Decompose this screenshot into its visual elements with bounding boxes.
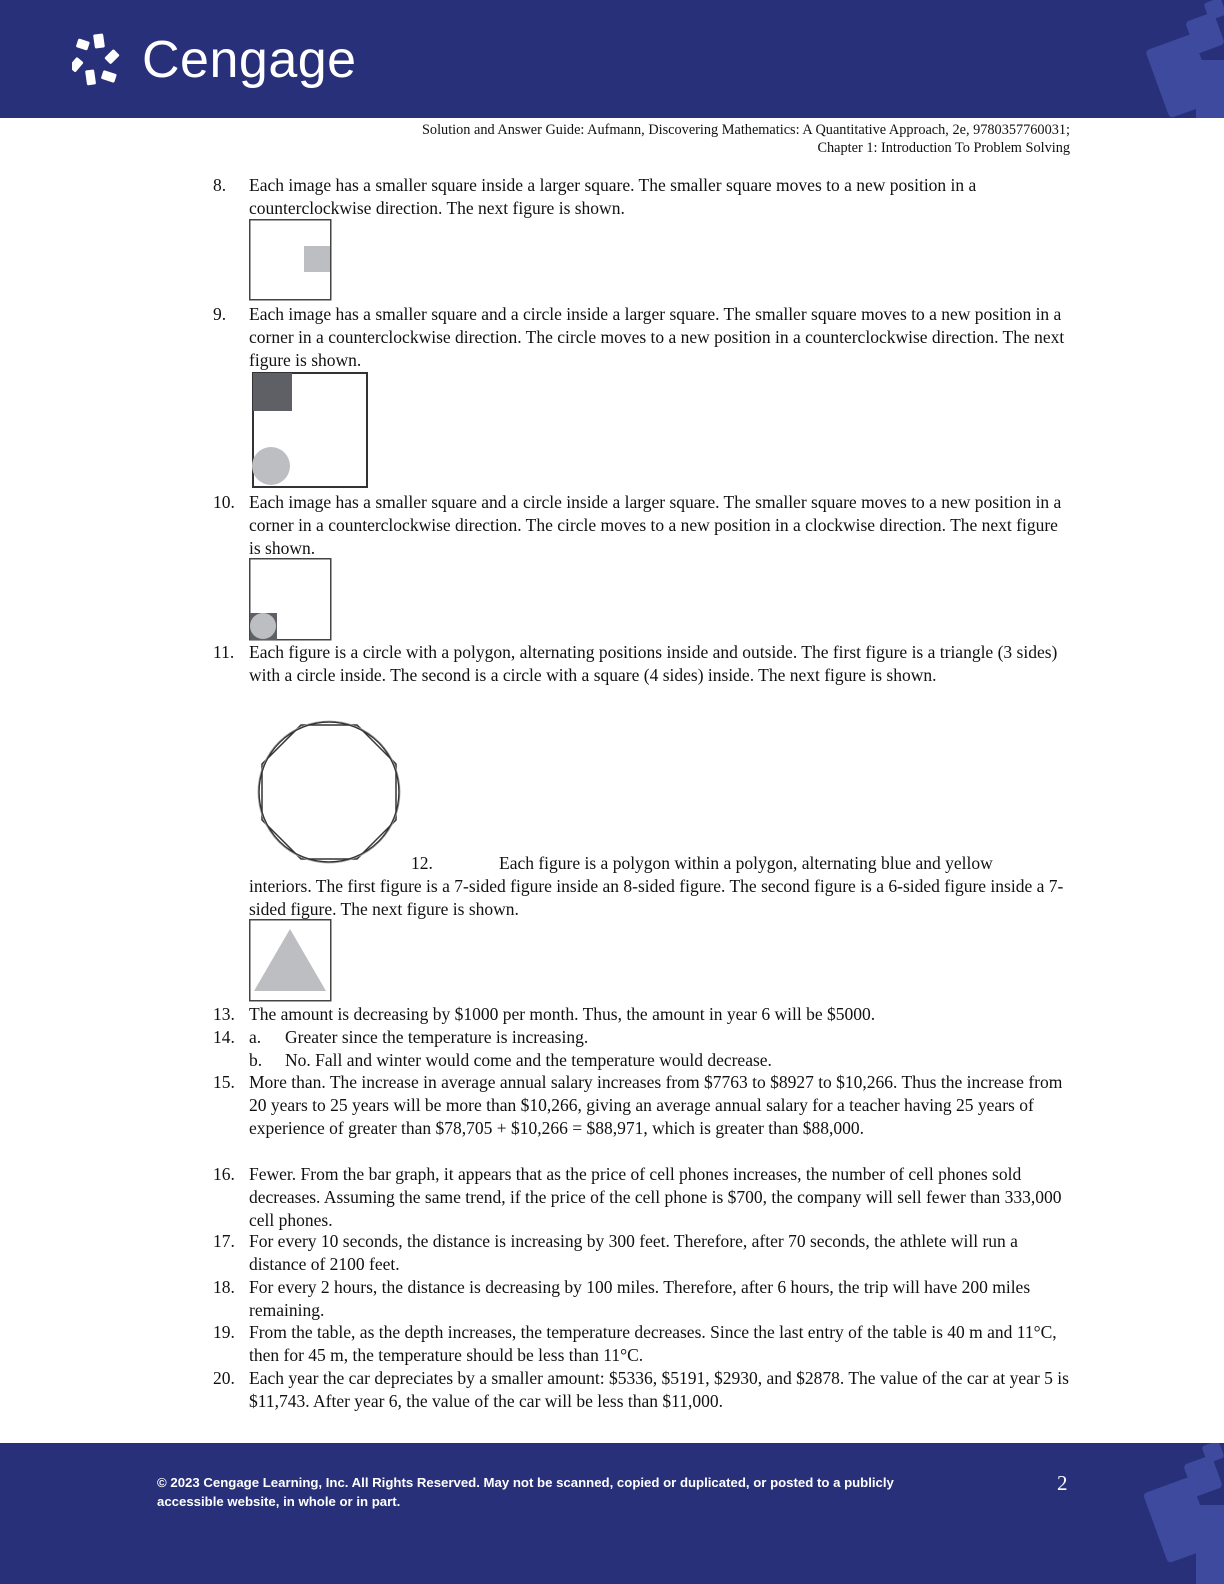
- figure-8-square-icon: [249, 219, 332, 301]
- answer-number: 20.: [213, 1368, 235, 1388]
- answer-item-19: [213, 1321, 1073, 1367]
- answer-number: 14.: [213, 1027, 235, 1047]
- sub-answer-b: No. Fall and winter would come and the temperature would decrease.: [285, 1050, 772, 1070]
- page-number: 2: [1057, 1471, 1068, 1495]
- cengage-logo: [72, 30, 357, 90]
- answer-text: Each year the car depreciates by a smaller amount: $5336, $5191, $2930, and $2878. The value of the car at year 5 is $11,743. After year 6, the value of the car will be less than $11,000.: [249, 1368, 1069, 1411]
- answer-number: 17.: [213, 1231, 235, 1251]
- running-head-chapter: Chapter 1: Introduction To Problem Solving: [817, 140, 1070, 156]
- header-band: [0, 0, 1224, 118]
- figure-10-square-circle-icon: [249, 558, 332, 641]
- footer-band: [0, 1443, 1224, 1584]
- answer-text: Each image has a smaller square and a circle inside a larger square. The smaller square moves to a new position in a corner in a counterclockwise direction. The circle moves to a new position in a clockwise direction. The next figure is shown.: [249, 492, 1062, 558]
- brand-name: Cengage: [142, 31, 357, 89]
- answer-text: More than. The increase in average annual salary increases from $7763 to $8927 to $10,266. Thus the increase from 20 years to 25 years will be more than $10,266, giving an average annual salary for a teacher having 25 years of experience of greater than $78,705 + $10,266 = $88,971, which is greater than $88,000.: [249, 1072, 1063, 1138]
- answer-item-16: [213, 1163, 1073, 1232]
- answer-text: Each figure is a circle with a polygon, alternating positions inside and outside. The first figure is a triangle (3 sides) with a circle inside. The second is a circle with a square (4 sides) inside. The next figure is shown.: [249, 642, 1058, 685]
- answer-text: From the table, as the depth increases, the temperature decreases. Since the last entry of the table is 40 m and 11°C, then for 45 m, the temperature should be less than 11°C.: [249, 1322, 1057, 1365]
- answer-number: 12.: [411, 853, 433, 873]
- answer-number: 18.: [213, 1277, 235, 1297]
- answer-text: For every 2 hours, the distance is decreasing by 100 miles. Therefore, after 6 hours, the trip will have 200 miles remaining.: [249, 1277, 1031, 1320]
- sub-label-b: b.: [249, 1050, 263, 1070]
- answer-number: 16.: [213, 1164, 235, 1184]
- running-head: [422, 121, 1070, 157]
- answer-text: Fewer. From the bar graph, it appears that as the price of cell phones increases, the number of cell phones sold decreases. Assuming the same trend, if the price of the cell phone is $700, the company will sell fewer than 333,000 cell phones.: [249, 1164, 1062, 1230]
- answer-item-18: [213, 1276, 1073, 1322]
- answer-number: 11.: [213, 642, 235, 662]
- answer-item-10: [213, 491, 1073, 560]
- answer-item-11: [213, 641, 1073, 687]
- answer-number: 19.: [213, 1322, 235, 1342]
- figure-9-square-circle-icon: [252, 372, 368, 488]
- sub-label-a: a.: [249, 1027, 262, 1047]
- answer-text: For every 10 seconds, the distance is increasing by 300 feet. Therefore, after 70 seconds, the athlete will run a distance of 2100 feet.: [249, 1231, 1018, 1274]
- answer-item-17: [213, 1230, 1073, 1276]
- answer-text: Each image has a smaller square inside a larger square. The smaller square moves to a new position in a counterclockwise direction. The next figure is shown.: [249, 175, 977, 218]
- answer-number: 10.: [213, 492, 235, 512]
- answer-item-8: [213, 174, 1073, 220]
- answer-text: Each image has a smaller square and a circle inside a larger square. The smaller square moves to a new position in a corner in a counterclockwise direction. The circle moves to a new position in a counterclockwise direction. The next figure is shown.: [249, 304, 1065, 370]
- answer-number: 9.: [213, 304, 227, 324]
- copyright-notice: © 2023 Cengage Learning, Inc. All Rights Reserved. May not be scanned, copied or duplicated, or posted to a publicly accessible website, in whole or in part.: [157, 1475, 894, 1509]
- answer-item-20: [213, 1367, 1073, 1413]
- decorative-tiles-icon: [1140, 0, 1224, 118]
- answer-item-9: [213, 303, 1073, 372]
- running-head-title: Solution and Answer Guide: Aufmann, Discovering Mathematics: A Quantitative Approach, 2e, 9780357760031;: [421, 122, 1070, 138]
- cengage-burst-icon: [72, 30, 136, 90]
- decorative-tiles-icon: [1140, 1443, 1224, 1584]
- answer-item-13: [213, 1003, 1073, 1026]
- answer-text: interiors. The first figure is a 7-sided figure inside an 8-sided figure. The second figure is a 6-sided figure inside a 7-sided figure. The next figure is shown.: [249, 876, 1064, 919]
- answer-number: 15.: [213, 1072, 235, 1092]
- answer-number: 8.: [213, 175, 227, 195]
- figure-12-triangle-icon: [249, 919, 332, 1002]
- answer-text: The amount is decreasing by $1000 per month. Thus, the amount in year 6 will be $5000.: [249, 1004, 876, 1024]
- answer-text-first-line: Each figure is a polygon within a polygon, alternating blue and yellow: [499, 853, 993, 873]
- answer-item-15: [213, 1071, 1073, 1140]
- answer-number: 13.: [213, 1004, 235, 1024]
- figure-11-circle-octagon-icon: [255, 718, 403, 866]
- sub-answer-a: Greater since the temperature is increasing.: [285, 1027, 589, 1047]
